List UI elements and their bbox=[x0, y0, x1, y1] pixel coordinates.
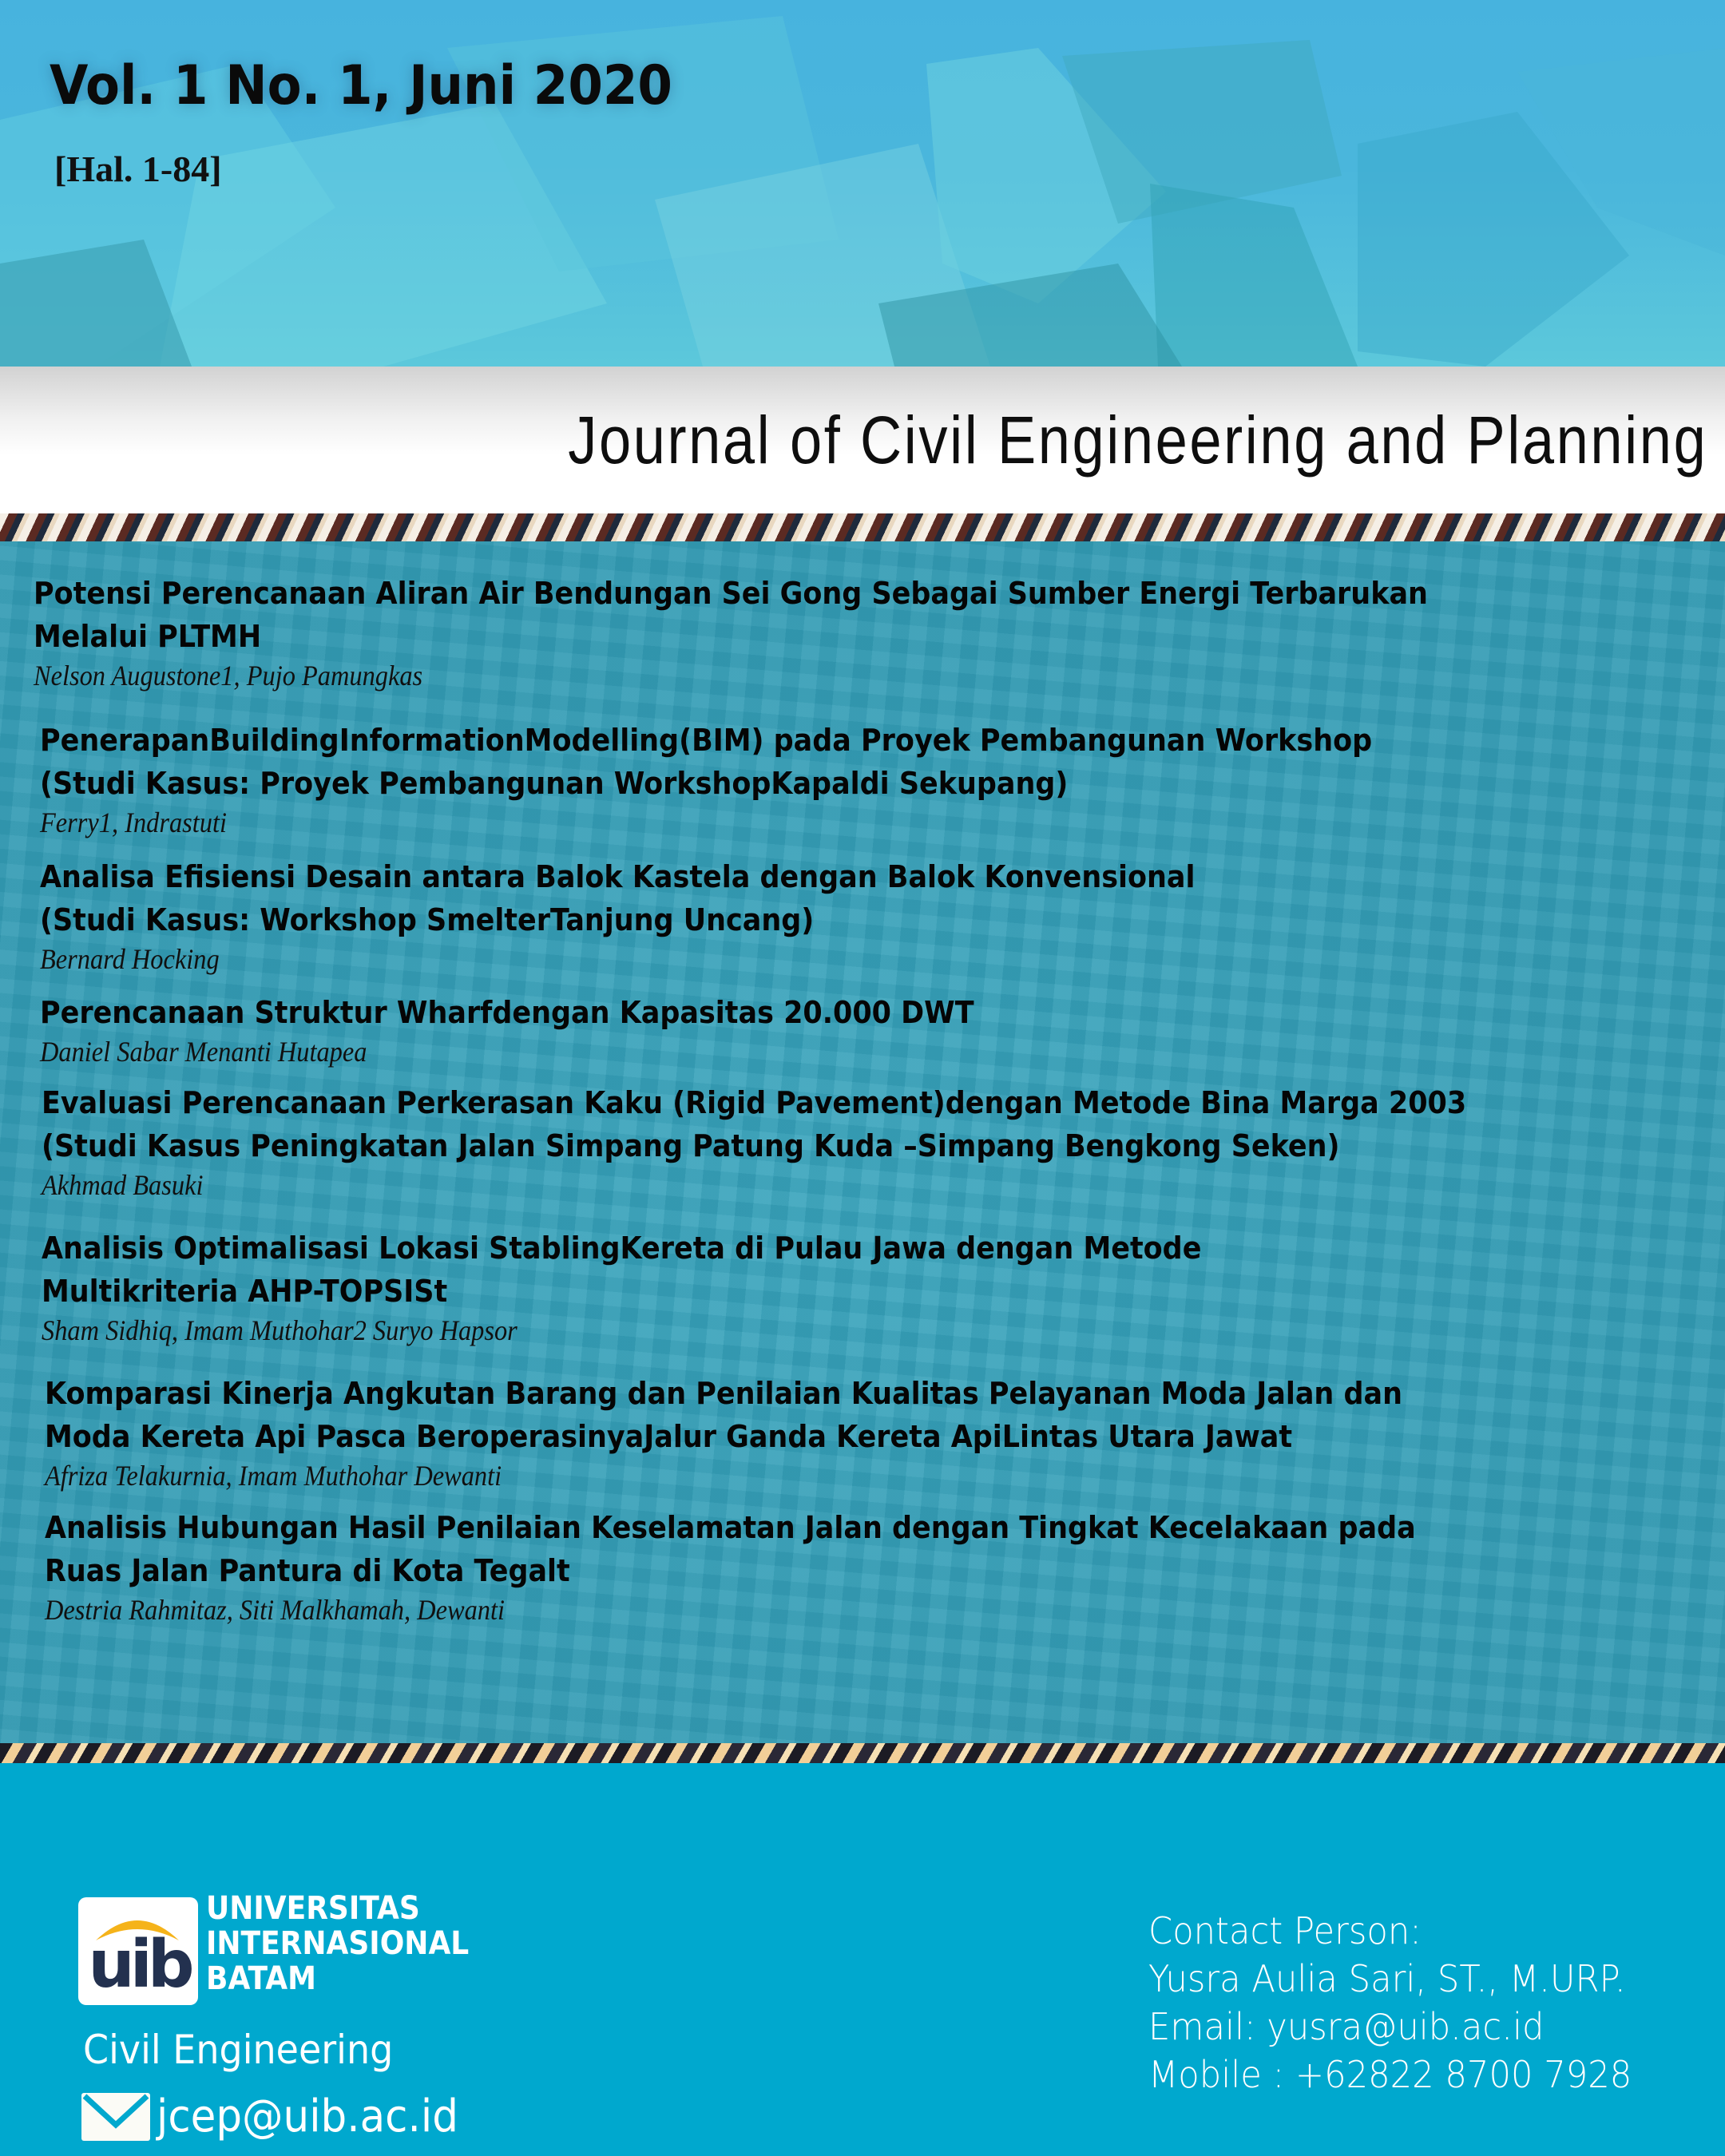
page-range: [Hal. 1-84] bbox=[54, 149, 222, 189]
article-item[interactable] bbox=[45, 1506, 1722, 1627]
article-authors: Destria Rahmitaz, Siti Malkhamah, Dewanti bbox=[45, 1594, 505, 1626]
footer bbox=[0, 1763, 1725, 2156]
article-title[interactable]: Perencanaan Struktur Wharfdengan Kapasitas 20.000 DWT bbox=[40, 995, 974, 1030]
journal-title: Journal of Civil Engineering and Planning bbox=[567, 402, 1707, 478]
journal-email[interactable]: jcep@uib.ac.id bbox=[157, 2091, 458, 2142]
university-line: BATAM bbox=[206, 1960, 316, 1997]
uib-logo[interactable] bbox=[78, 1897, 198, 2005]
article-item[interactable] bbox=[42, 1081, 1719, 1203]
article-item[interactable] bbox=[34, 572, 1711, 693]
article-authors: Bernard Hocking bbox=[40, 943, 220, 975]
article-item[interactable] bbox=[40, 991, 1717, 1069]
table-of-contents bbox=[0, 541, 1725, 1743]
article-title[interactable]: Evaluasi Perencanaan Perkerasan Kaku (Rigid Pavement)dengan Metode Bina Marga 2003 (Studi Kasus Peningkatan Jalan Simpang Patung Kuda –Simpang Bengkong Seken) bbox=[42, 1085, 1467, 1163]
article-title[interactable]: Komparasi Kinerja Angkutan Barang dan Penilaian Kualitas Pelayanan Moda Jalan dan Moda Kereta Api Pasca BeroperasinyaJalur Ganda Kereta ApiLintas Utara Jawat bbox=[45, 1376, 1403, 1454]
contact-name: Yusra Aulia Sari, ST., M.URP. bbox=[1148, 1957, 1626, 2000]
contact-email[interactable]: Email: yusra@uib.ac.id bbox=[1148, 2005, 1545, 2048]
photo-stripe-bottom bbox=[0, 1743, 1725, 1763]
cover-banner bbox=[0, 0, 1725, 367]
contact-person-block bbox=[1148, 1907, 1632, 2099]
article-title[interactable]: Analisa Efisiensi Desain antara Balok Kastela dengan Balok Konvensional (Studi Kasus: Workshop SmelterTanjung Uncang) bbox=[40, 859, 1196, 937]
article-authors: Ferry1, Indrastuti bbox=[40, 807, 227, 838]
university-line: INTERNASIONAL bbox=[206, 1925, 470, 1962]
article-item[interactable] bbox=[40, 719, 1717, 840]
article-authors: Sham Sidhiq, Imam Muthohar2 Suryo Hapsor bbox=[42, 1314, 518, 1346]
department-name: Civil Engineering bbox=[83, 2027, 394, 2073]
envelope-icon bbox=[81, 2093, 150, 2141]
logo-wordmark: uib bbox=[88, 1927, 190, 2003]
journal-email-link[interactable] bbox=[81, 2091, 485, 2142]
university-line: UNIVERSITAS bbox=[206, 1890, 420, 1927]
journal-title-band bbox=[0, 367, 1725, 513]
article-title[interactable]: PenerapanBuildingInformationModelling(BIM) pada Proyek Pembangunan Workshop (Studi Kasus: Proyek Pembangunan WorkshopKapaldi Sekupang) bbox=[40, 723, 1373, 801]
article-title[interactable]: Analisis Optimalisasi Lokasi StablingKereta di Pulau Jawa dengan Metode Multikriteria AHP-TOPSISt bbox=[42, 1231, 1202, 1309]
article-authors: Daniel Sabar Menanti Hutapea bbox=[40, 1036, 367, 1068]
article-item[interactable] bbox=[45, 1372, 1722, 1493]
article-authors: Akhmad Basuki bbox=[42, 1169, 204, 1201]
article-title[interactable]: Potensi Perencanaan Aliran Air Bendungan Sei Gong Sebagai Sumber Energi Terbarukan Melalui PLTMH bbox=[34, 576, 1428, 654]
contact-mobile: Mobile : +62822 8700 7928 bbox=[1148, 2053, 1632, 2096]
article-title[interactable]: Analisis Hubungan Hasil Penilaian Keselamatan Jalan dengan Tingkat Kecelakaan pada Ruas Jalan Pantura di Kota Tegalt bbox=[45, 1510, 1416, 1588]
university-name bbox=[206, 1891, 469, 1996]
volume-issue: Vol. 1 No. 1, Juni 2020 bbox=[50, 54, 672, 117]
article-authors: Afriza Telakurnia, Imam Muthohar Dewanti bbox=[45, 1460, 502, 1492]
article-authors: Nelson Augustone1, Pujo Pamungkas bbox=[34, 660, 423, 692]
article-item[interactable] bbox=[42, 1227, 1719, 1348]
contact-heading: Contact Person: bbox=[1148, 1909, 1422, 1952]
photo-stripe-top bbox=[0, 513, 1725, 541]
article-item[interactable] bbox=[40, 855, 1717, 977]
